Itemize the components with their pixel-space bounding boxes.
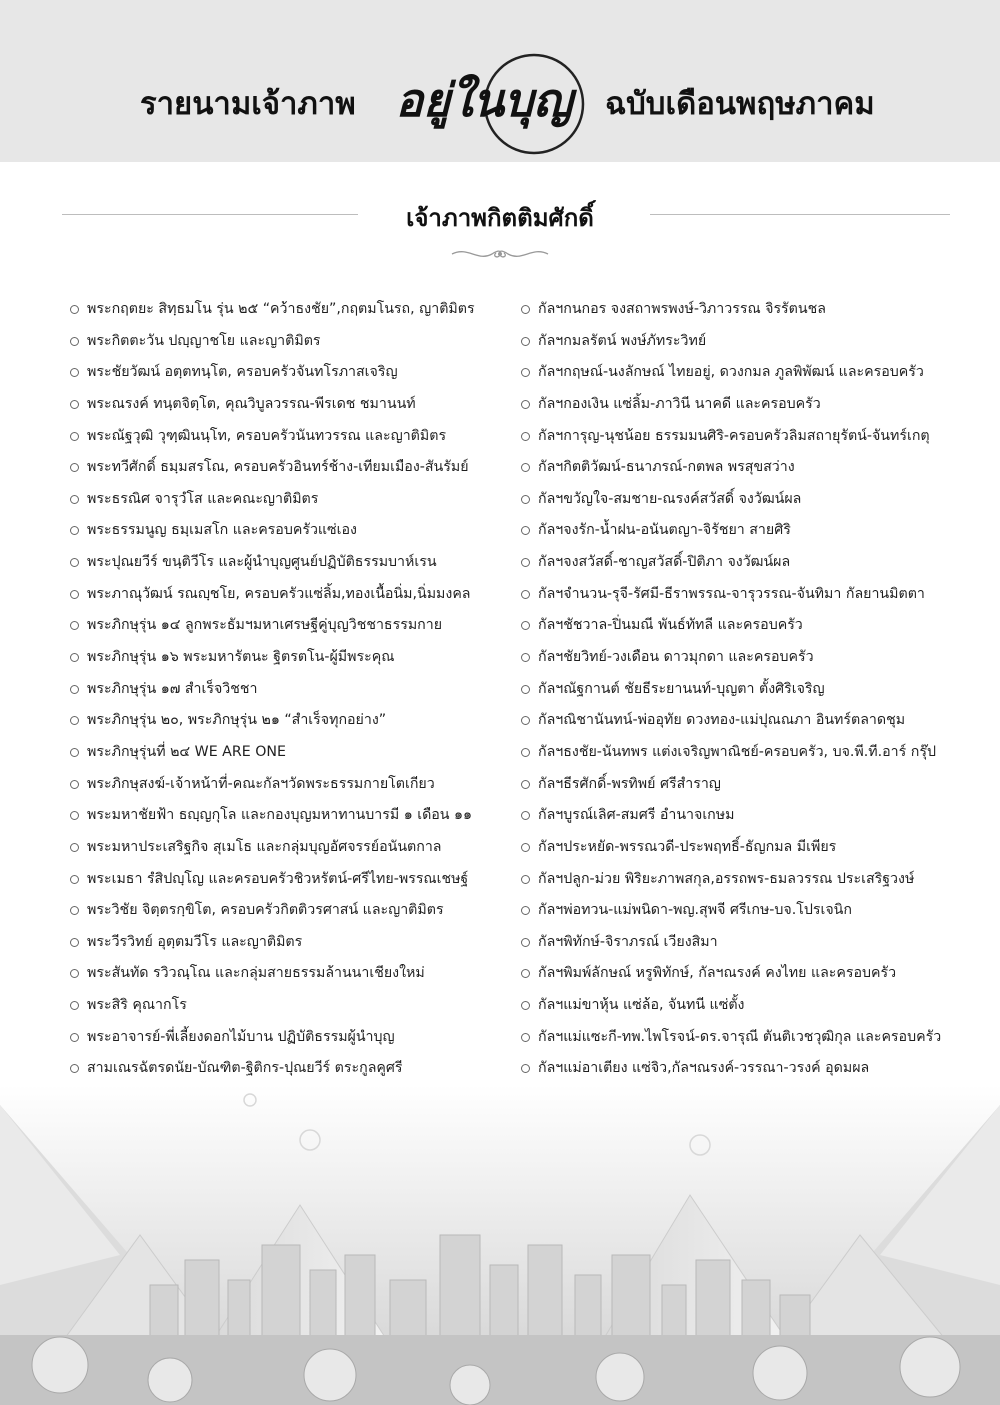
donor-name: สามเณรฉัตรดนัย-บัณฑิต-ฐิติกร-ปุณยวีร์ ตระกูลคูศรี bbox=[87, 1060, 403, 1077]
left-list-item bbox=[70, 612, 518, 644]
donor-name: กัลฯปลูก-ม่วย พิริยะภาพสกุล,อรรถพร-ธมลวรรณ ประเสริฐวงษ์ bbox=[538, 870, 915, 887]
left-list-item bbox=[70, 328, 518, 360]
left-list-item bbox=[70, 834, 518, 866]
title-left: รายนามเจ้าภาพ bbox=[140, 86, 356, 122]
left-list-item bbox=[70, 676, 518, 708]
right-list-item bbox=[521, 296, 983, 328]
ornament-flourish-icon bbox=[448, 244, 552, 264]
right-list-item bbox=[521, 549, 983, 581]
circle-bullet-icon bbox=[521, 1033, 530, 1042]
left-list-item bbox=[70, 581, 518, 613]
left-list-item bbox=[70, 486, 518, 518]
donor-name: พระสิริ คุณากโร bbox=[87, 997, 187, 1014]
donor-name: พระวีรวิทย์ อุตฺตมวีโร และญาติมิตร bbox=[87, 933, 303, 950]
donor-name: พระวิชัย จิตฺตรกฺขิโต, ครอบครัวกิตติวรศาสน์ และญาติมิตร bbox=[87, 902, 444, 919]
donor-name: กัลฯชัชวาล-ปิ่นมณี พันธ์ทัทลี และครอบครัว bbox=[538, 617, 803, 634]
circle-bullet-icon bbox=[521, 875, 530, 884]
circle-bullet-icon bbox=[70, 716, 79, 725]
right-list-item bbox=[521, 644, 983, 676]
circle-bullet-icon bbox=[521, 337, 530, 346]
circle-bullet-icon bbox=[521, 590, 530, 599]
circle-bullet-icon bbox=[70, 780, 79, 789]
right-column bbox=[521, 296, 983, 1087]
circle-bullet-icon bbox=[521, 685, 530, 694]
left-list-item bbox=[70, 1024, 518, 1056]
donor-name: พระสันทัด รวิวณฺโณ และกลุ่มสายธรรมล้านนาเชียงใหม่ bbox=[87, 965, 425, 982]
right-list-item bbox=[521, 802, 983, 834]
footer-crystal-city-illustration bbox=[0, 1085, 1000, 1405]
circle-bullet-icon bbox=[70, 495, 79, 504]
right-list-item bbox=[521, 1024, 983, 1056]
donor-name: พระเมธา รํสิปญฺโญ และครอบครัวชิวหรัตน์-ศรีไทย-พรรณเชษฐ์ bbox=[87, 870, 469, 887]
circle-bullet-icon bbox=[70, 906, 79, 915]
left-list-item bbox=[70, 359, 518, 391]
circle-bullet-icon bbox=[70, 337, 79, 346]
right-list-item bbox=[521, 834, 983, 866]
circle-bullet-icon bbox=[521, 305, 530, 314]
circle-bullet-icon bbox=[521, 495, 530, 504]
circle-bullet-icon bbox=[70, 558, 79, 567]
donor-name: กัลฯกิตติวัฒน์-ธนาภรณ์-กตพล พรสุขสว่าง bbox=[538, 459, 795, 476]
circle-bullet-icon bbox=[70, 621, 79, 630]
donor-name: พระภิกษุรุ่น ๒๐, พระภิกษุรุ่น ๒๑ “สำเร็จทุกอย่าง” bbox=[87, 712, 387, 729]
left-list-item bbox=[70, 454, 518, 486]
donor-name: พระภิกษุรุ่นที่ ๒๔ WE ARE ONE bbox=[87, 743, 286, 760]
right-list-item bbox=[521, 771, 983, 803]
donor-name: กัลฯบูรณ์เลิศ-สมศรี อำนาจเกษม bbox=[538, 807, 735, 824]
circle-bullet-icon bbox=[70, 685, 79, 694]
circle-bullet-icon bbox=[70, 368, 79, 377]
right-list-item bbox=[521, 581, 983, 613]
circle-bullet-icon bbox=[70, 1033, 79, 1042]
donor-name: กัลฯแม่แซะกี-ทพ.ไพโรจน์-ดร.จารุณี ตันติเวชวุฒิกุล และครอบครัว bbox=[538, 1028, 942, 1045]
right-list-item bbox=[521, 328, 983, 360]
donor-name: กัลฯธีรศักดิ์-พรทิพย์ ศรีสำราญ bbox=[538, 775, 721, 792]
left-list-item bbox=[70, 897, 518, 929]
right-list-item bbox=[521, 454, 983, 486]
section-title: เจ้าภาพกิตติมศักดิ์ bbox=[406, 204, 594, 232]
donor-name: พระภาณุวัฒน์ รณญฺชโย, ครอบครัวแซ่ลิ้ม,ทองเนื้อนิ่ม,นิ่มมงคล bbox=[87, 585, 471, 602]
donor-name: กัลฯจงรัก-น้ำฝน-อนันตญา-จิรัชยา สายศิริ bbox=[538, 522, 791, 539]
circle-bullet-icon bbox=[521, 368, 530, 377]
left-list-item bbox=[70, 707, 518, 739]
donor-name: กัลฯขวัญใจ-สมชาย-ณรงค์สวัสดิ์ จงวัฒน์ผล bbox=[538, 490, 802, 507]
left-list-item bbox=[70, 866, 518, 898]
left-list-item bbox=[70, 391, 518, 423]
circle-bullet-icon bbox=[521, 906, 530, 915]
circle-bullet-icon bbox=[70, 811, 79, 820]
donor-name: กัลฯแม่ขาหุ้น แซ่ล้อ, จันทนี แซ่ตั้ง bbox=[538, 997, 745, 1014]
left-list-item bbox=[70, 929, 518, 961]
circle-bullet-icon bbox=[521, 653, 530, 662]
left-column bbox=[70, 296, 518, 1087]
right-list-item bbox=[521, 866, 983, 898]
left-list-item bbox=[70, 644, 518, 676]
donor-name: พระปุณยวีร์ ขนฺติวีโร และผู้นำบุญศูนย์ปฏิบัติธรรมบาห์เรน bbox=[87, 554, 437, 571]
donor-name: กัลฯพิทักษ์-จิราภรณ์ เวียงสิมา bbox=[538, 933, 718, 950]
circle-bullet-icon bbox=[521, 969, 530, 978]
right-list-item bbox=[521, 612, 983, 644]
logo-emblem bbox=[380, 50, 590, 162]
divider-right bbox=[650, 214, 950, 215]
donor-name: พระภิกษุรุ่น ๑๖ พระมหารัตนะ ฐิตรตโน-ผู้มีพระคุณ bbox=[87, 649, 395, 666]
right-list-item bbox=[521, 1055, 983, 1087]
donor-name: พระธรรมนูญ ธมฺเมสโก และครอบครัวแซ่เอง bbox=[87, 522, 357, 539]
circle-bullet-icon bbox=[521, 400, 530, 409]
right-list-item bbox=[521, 359, 983, 391]
right-list-item bbox=[521, 707, 983, 739]
left-list-item bbox=[70, 1055, 518, 1087]
circle-bullet-icon bbox=[521, 1001, 530, 1010]
circle-bullet-icon bbox=[521, 843, 530, 852]
donor-name: พระมหาประเสริฐกิจ สุเมโธ และกลุ่มบุญอัศจรรย์อนันตกาล bbox=[87, 838, 442, 855]
right-list-item bbox=[521, 486, 983, 518]
donor-name: กัลฯธงชัย-นันทพร แต่งเจริญพาณิชย์-ครอบครัว, บจ.พี.ที.อาร์ กรุ๊ป bbox=[538, 743, 936, 760]
circle-bullet-icon bbox=[521, 463, 530, 472]
right-list-item bbox=[521, 423, 983, 455]
left-list-item bbox=[70, 549, 518, 581]
left-list-item bbox=[70, 960, 518, 992]
circle-bullet-icon bbox=[70, 463, 79, 472]
donor-name: กัลฯกนกอร จงสถาพรพงษ์-วิภาวรรณ จิรรัตนชล bbox=[538, 301, 826, 317]
circle-bullet-icon bbox=[70, 748, 79, 757]
circle-bullet-icon bbox=[70, 653, 79, 662]
donor-name: พระภิกษุรุ่น ๑๔ ลูกพระธัมฯมหาเศรษฐีคู่บุญวิชชาธรรมกาย bbox=[87, 617, 443, 634]
donor-name: พระทวีศักดิ์ ธมฺมสรโณ, ครอบครัวอินทร์ช้าง-เทียมเมือง-สันรัมย์ bbox=[87, 459, 469, 476]
circle-bullet-icon bbox=[70, 843, 79, 852]
donor-name: กัลฯณิชานันทน์-พ่ออุทัย ดวงทอง-แม่ปุณณภา อินทร์ตลาดชุม bbox=[538, 712, 906, 729]
circle-bullet-icon bbox=[70, 590, 79, 599]
circle-bullet-icon bbox=[70, 432, 79, 441]
donor-name: กัลฯจำนวน-รุจี-รัศมี-ธีราพรรณ-จารุวรรณ-จันทิมา กัลยานมิตตา bbox=[538, 585, 925, 602]
left-list-item bbox=[70, 802, 518, 834]
donor-name: กัลฯกองเงิน แซ่ลิ้ม-ภาวินี นาคดี และครอบครัว bbox=[538, 395, 821, 412]
donor-name: พระกิตตะวัน ปญฺญาชโย และญาติมิตร bbox=[87, 332, 321, 349]
circle-bullet-icon bbox=[521, 1064, 530, 1073]
left-list-item bbox=[70, 739, 518, 771]
donor-name: พระภิกษุรุ่น ๑๗ สำเร็จวิชชา bbox=[87, 680, 258, 697]
left-list-item bbox=[70, 517, 518, 549]
donor-name: กัลฯพิมพ์ลักษณ์ หรูพิทักษ์, กัลฯณรงค์ คงไทย และครอบครัว bbox=[538, 965, 897, 982]
donor-name: พระชัยวัฒน์ อตฺตทนฺโต, ครอบครัวจันทโรภาสเจริญ bbox=[87, 364, 398, 381]
circle-bullet-icon bbox=[521, 780, 530, 789]
donor-name: พระกฤตยะ สิทฺธมโน รุ่น ๒๕ “คว้าธงชัย”,กฤตมโนรถ, ญาติมิตร bbox=[87, 301, 475, 317]
right-list-item bbox=[521, 960, 983, 992]
donor-name: กัลฯพ่อทวน-แม่พนิดา-พญ.สุพจี ศรีเกษ-บจ.โปรเจนิก bbox=[538, 902, 852, 919]
donor-name: พระณัฐวุฒิ วุฑฺฒินนฺโท, ครอบครัวนันทวรรณ และญาติมิตร bbox=[87, 427, 447, 444]
circle-bullet-icon bbox=[70, 526, 79, 535]
right-list-item bbox=[521, 739, 983, 771]
donor-name: กัลฯชัยวิทย์-วงเดือน ดาวมุกดา และครอบครัว bbox=[538, 649, 814, 666]
logo-text: อยู่ในบุญ bbox=[395, 73, 573, 127]
circle-bullet-icon bbox=[521, 811, 530, 820]
donor-name: กัลฯกมลรัตน์ พงษ์ภัทระวิทย์ bbox=[538, 332, 707, 349]
circle-bullet-icon bbox=[521, 526, 530, 535]
right-list-item bbox=[521, 676, 983, 708]
donor-name: กัลฯณัฐกานต์ ชัยธีระยานนท์-บุญตา ตั้งศิริเจริญ bbox=[538, 680, 825, 697]
right-list-item bbox=[521, 517, 983, 549]
title-right: ฉบับเดือนพฤษภาคม bbox=[605, 86, 875, 122]
circle-bullet-icon bbox=[521, 621, 530, 630]
donor-name: กัลฯประหยัด-พรรณวดี-ประพฤทธิ์-ธัญกมล มีเพียร bbox=[538, 838, 837, 855]
circle-bullet-icon bbox=[70, 969, 79, 978]
left-list-item bbox=[70, 423, 518, 455]
donor-name: กัลฯแม่อาเตียง แซ่จิว,กัลฯณรงค์-วรรณา-วรงค์ อุดมผล bbox=[538, 1060, 870, 1077]
circle-bullet-icon bbox=[70, 1064, 79, 1073]
donor-name: พระอาจารย์-พี่เลี้ยงดอกไม้บาน ปฏิบัติธรรมผู้นำบุญ bbox=[87, 1028, 395, 1045]
right-list-item bbox=[521, 992, 983, 1024]
circle-bullet-icon bbox=[70, 305, 79, 314]
donor-name: กัลฯกฤษณ์-นงลักษณ์ ไทยอยู่, ดวงกมล ภูลพิพัฒน์ และครอบครัว bbox=[538, 364, 924, 381]
right-list-item bbox=[521, 391, 983, 423]
circle-bullet-icon bbox=[70, 875, 79, 884]
donor-name: พระธรณิศ จารุวํโส และคณะญาติมิตร bbox=[87, 490, 319, 507]
left-list-item bbox=[70, 771, 518, 803]
donor-name: พระมหาชัยฟ้า ธญฺญกุโล และกองบุญมหาทานบารมี ๑ เดือน ๑๑ bbox=[87, 807, 473, 824]
circle-bullet-icon bbox=[70, 400, 79, 409]
donor-name: พระณรงค์ ทนฺตจิตฺโต, คุณวิบูลวรรณ-พีรเดช ชมานนท์ bbox=[87, 395, 416, 412]
circle-bullet-icon bbox=[521, 558, 530, 567]
circle-bullet-icon bbox=[70, 938, 79, 947]
right-list-item bbox=[521, 897, 983, 929]
circle-bullet-icon bbox=[521, 716, 530, 725]
donor-name: กัลฯจงสวัสดิ์-ชาญสวัสดิ์-ปิติภา จงวัฒน์ผล bbox=[538, 554, 791, 571]
left-list-item bbox=[70, 992, 518, 1024]
donor-name: กัลฯการุญ-นุชน้อย ธรรมมนศิริ-ครอบครัวลิมสถายุรัตน์-จันทร์เกตุ bbox=[538, 427, 930, 444]
donor-name: พระภิกษุสงฆ์-เจ้าหน้าที่-คณะกัลฯวัดพระธรรมกายโตเกียว bbox=[87, 775, 435, 792]
circle-bullet-icon bbox=[70, 1001, 79, 1010]
circle-bullet-icon bbox=[521, 938, 530, 947]
circle-bullet-icon bbox=[521, 432, 530, 441]
left-list-item bbox=[70, 296, 518, 328]
circle-bullet-icon bbox=[521, 748, 530, 757]
right-list-item bbox=[521, 929, 983, 961]
